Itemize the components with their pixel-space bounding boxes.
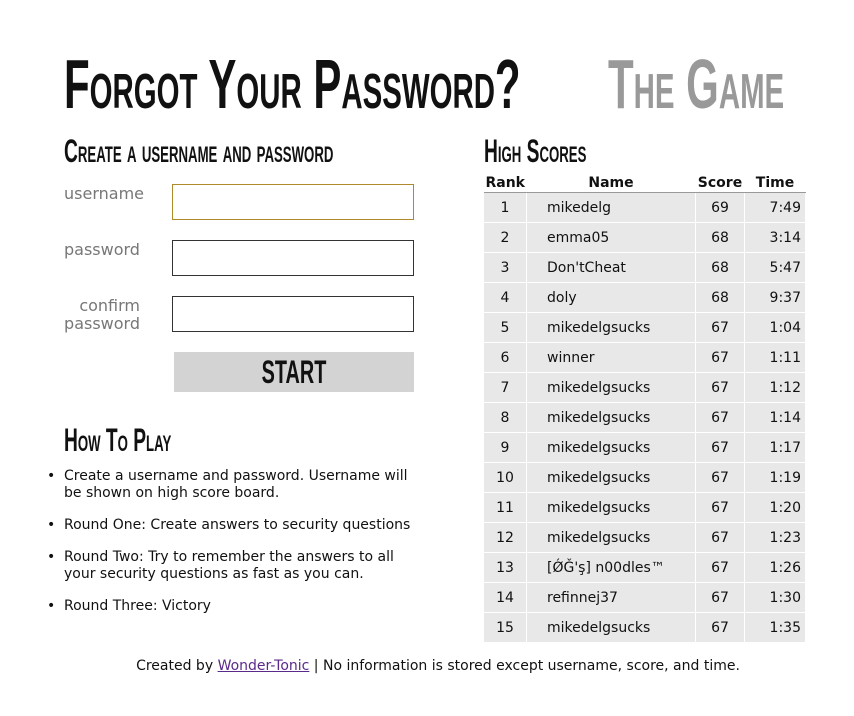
time-cell: 1:19 bbox=[745, 463, 806, 493]
table-row bbox=[484, 343, 806, 373]
username-label: username bbox=[64, 184, 144, 203]
time-cell: 1:23 bbox=[745, 523, 806, 553]
table-row bbox=[484, 403, 806, 433]
title-sub: The Game bbox=[608, 45, 785, 123]
table-row bbox=[484, 223, 806, 253]
time-cell: 1:17 bbox=[745, 433, 806, 463]
table-row bbox=[484, 373, 806, 403]
name-cell: mikedelgsucks bbox=[527, 433, 696, 463]
footer bbox=[0, 658, 854, 674]
name-cell: refinnej37 bbox=[527, 583, 696, 613]
score-cell: 67 bbox=[696, 553, 745, 583]
rank-cell: 2 bbox=[484, 223, 527, 253]
time-cell: 1:11 bbox=[745, 343, 806, 373]
name-cell: mikedelgsucks bbox=[527, 373, 696, 403]
score-cell: 67 bbox=[696, 523, 745, 553]
start-button-label: START bbox=[261, 354, 327, 390]
create-heading: Create a username and password bbox=[64, 133, 334, 169]
column-header-name: Name bbox=[527, 174, 696, 193]
score-cell: 68 bbox=[696, 283, 745, 313]
rank-cell: 1 bbox=[484, 193, 527, 223]
score-cell: 67 bbox=[696, 313, 745, 343]
score-cell: 67 bbox=[696, 373, 745, 403]
confirm-password-label: confirm password bbox=[64, 296, 140, 333]
rank-cell: 7 bbox=[484, 373, 527, 403]
time-cell: 1:26 bbox=[745, 553, 806, 583]
score-cell: 67 bbox=[696, 463, 745, 493]
table-row bbox=[484, 493, 806, 523]
table-row bbox=[484, 583, 806, 613]
name-cell: winner bbox=[527, 343, 696, 373]
rank-cell: 11 bbox=[484, 493, 527, 523]
rank-cell: 13 bbox=[484, 553, 527, 583]
howto-item: • Round One: Create answers to security questions bbox=[64, 517, 424, 534]
howto-heading: How To Play bbox=[64, 422, 172, 458]
howto-item: • Create a username and password. Username will be shown on high score board. bbox=[64, 468, 424, 502]
table-row bbox=[484, 433, 806, 463]
rank-cell: 8 bbox=[484, 403, 527, 433]
name-cell: doly bbox=[527, 283, 696, 313]
high-scores-body bbox=[484, 193, 806, 643]
score-cell: 69 bbox=[696, 193, 745, 223]
table-row bbox=[484, 313, 806, 343]
time-cell: 1:30 bbox=[745, 583, 806, 613]
rank-cell: 12 bbox=[484, 523, 527, 553]
name-cell: [ǾǦ'ş] n00dles™ bbox=[527, 553, 696, 583]
rank-cell: 10 bbox=[484, 463, 527, 493]
table-row bbox=[484, 193, 806, 223]
score-cell: 68 bbox=[696, 253, 745, 283]
table-row bbox=[484, 253, 806, 283]
time-cell: 9:37 bbox=[745, 283, 806, 313]
password-label: password bbox=[64, 240, 140, 259]
table-header-row bbox=[484, 174, 806, 193]
rank-cell: 6 bbox=[484, 343, 527, 373]
rank-cell: 14 bbox=[484, 583, 527, 613]
time-cell: 1:20 bbox=[745, 493, 806, 523]
rank-cell: 4 bbox=[484, 283, 527, 313]
table-row bbox=[484, 463, 806, 493]
rank-cell: 5 bbox=[484, 313, 527, 343]
score-cell: 67 bbox=[696, 433, 745, 463]
start-button[interactable] bbox=[174, 352, 414, 392]
table-row bbox=[484, 283, 806, 313]
score-cell: 67 bbox=[696, 613, 745, 643]
time-cell: 1:35 bbox=[745, 613, 806, 643]
column-header-rank: Rank bbox=[485, 175, 525, 191]
score-cell: 67 bbox=[696, 493, 745, 523]
time-cell: 5:47 bbox=[745, 253, 806, 283]
time-cell: 1:12 bbox=[745, 373, 806, 403]
confirm-password-input[interactable] bbox=[172, 296, 414, 332]
table-row bbox=[484, 523, 806, 553]
name-cell: mikedelgsucks bbox=[527, 613, 696, 643]
name-cell: mikedelgsucks bbox=[527, 493, 696, 523]
wonder-tonic-link[interactable]: Wonder-Tonic bbox=[217, 658, 310, 674]
name-cell: Don'tCheat bbox=[527, 253, 696, 283]
name-cell: emma05 bbox=[527, 223, 696, 253]
howto-list bbox=[64, 468, 424, 630]
title-main: Forgot Your Password? bbox=[64, 45, 521, 123]
howto-item: • Round Three: Victory bbox=[64, 598, 424, 615]
column-header-score: Score bbox=[696, 174, 745, 193]
score-cell: 68 bbox=[696, 223, 745, 253]
column-header-time: Time bbox=[745, 174, 806, 193]
time-cell: 3:14 bbox=[745, 223, 806, 253]
name-cell: mikedelgsucks bbox=[527, 403, 696, 433]
score-cell: 67 bbox=[696, 403, 745, 433]
time-cell: 1:04 bbox=[745, 313, 806, 343]
rank-cell: 3 bbox=[484, 253, 527, 283]
password-input[interactable] bbox=[172, 240, 414, 276]
score-cell: 67 bbox=[696, 343, 745, 373]
name-cell: mikedelg bbox=[527, 193, 696, 223]
score-cell: 67 bbox=[696, 583, 745, 613]
rank-cell: 15 bbox=[484, 613, 527, 643]
username-input[interactable] bbox=[172, 184, 414, 220]
table-row bbox=[484, 613, 806, 643]
high-scores-heading: High Scores bbox=[484, 133, 587, 169]
name-cell: mikedelgsucks bbox=[527, 313, 696, 343]
time-cell: 7:49 bbox=[745, 193, 806, 223]
high-scores-table bbox=[484, 174, 806, 643]
table-row bbox=[484, 553, 806, 583]
footer-prefix: Created by bbox=[136, 658, 218, 674]
name-cell: mikedelgsucks bbox=[527, 523, 696, 553]
footer-suffix: | No information is stored except username, score, and time. bbox=[309, 658, 740, 674]
name-cell: mikedelgsucks bbox=[527, 463, 696, 493]
rank-cell: 9 bbox=[484, 433, 527, 463]
time-cell: 1:14 bbox=[745, 403, 806, 433]
howto-item: • Round Two: Try to remember the answers to all your security questions as fast as you can. bbox=[64, 549, 424, 583]
